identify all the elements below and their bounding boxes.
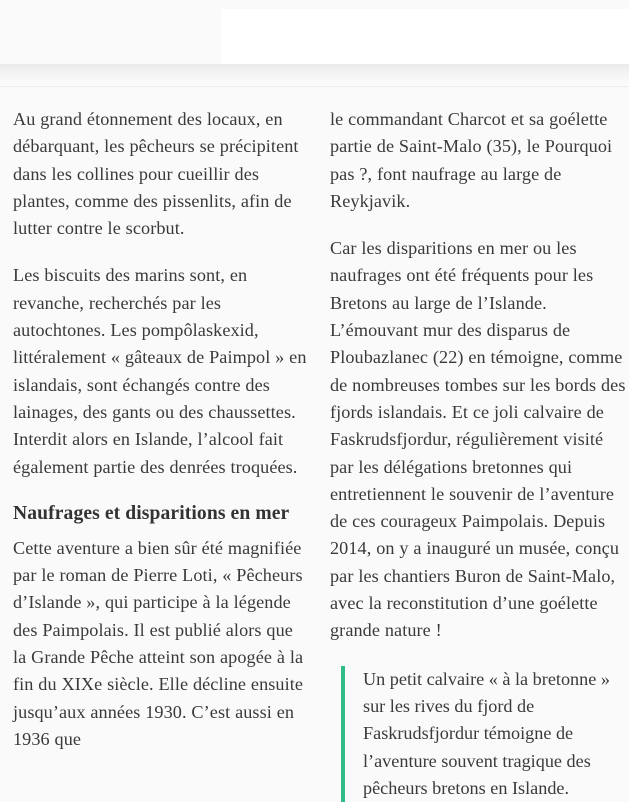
paragraph: le commandant Charcot et sa goélette partie de Saint-Malo (35), le Pourquoi pas ?, font naufrage au large de Reykjavik. [330, 109, 613, 211]
paragraph: Car les disparitions en mer ou les naufrages ont été fréquents pour les Bretons au large de l’Islande. L’émouvant mur des disparus de Ploubazlanec (22) en témoigne, comme de nombreuses tombes sur les bords des fjords islandais. Et ce joli calvaire de Faskrudsfjordur, régulièrement visité par les délégations bretonnes qui entretiennent le souvenir de l’aventure de ces courageux Paimpolais. Depuis 2014, on y a inauguré un musée, conçu par les chantiers Buron de Saint-Malo, avec la reconstitution d’une goélette grande nature ! [330, 238, 626, 641]
paragraph: Les biscuits des marins sont, en revanche, recherchés par les autochtones. Les pompôlaskexid, littéralement « gâteaux de Paimpol » en islandais, sont échangés contre des lainages, des gants ou des chaussettes. Interdit alors en Islande, l’alcool fait également partie des denrées troquées. [13, 265, 307, 477]
header-shadow-band [0, 64, 629, 86]
paragraph: Cette aventure a bien sûr été magnifiée par le roman de Pierre Loti, « Pêcheurs d’Islande », qui participe à la légende des Paimpolais. Il est publié alors que la Grande Pêche atteint son apogée à la fin du XIXe siècle. Elle décline ensuite jusqu’aux années 1930. C’est aussi en 1936 que [13, 537, 304, 749]
section-heading: Naufrages et disparitions en mer [13, 502, 290, 524]
embed-slot[interactable] [221, 9, 629, 64]
article-columns [0, 87, 629, 798]
article-column-left [13, 87, 311, 773]
article-body [0, 87, 629, 798]
article-column-right [330, 87, 628, 802]
paragraph: Au grand étonnement des locaux, en débarquant, les pêcheurs se précipitent dans les collines pour cueillir des plantes, comme des pissenlits, afin de lutter contre le scorbut. [13, 109, 299, 239]
pullquote-text: Un petit calvaire « à la bretonne » sur les rives du fjord de Faskrudsfjordur témoigne de l’aventure souvent tragique des pêcheurs bretons en Islande. [363, 668, 610, 798]
top-embed-region [0, 0, 629, 64]
pullquote [341, 666, 628, 802]
